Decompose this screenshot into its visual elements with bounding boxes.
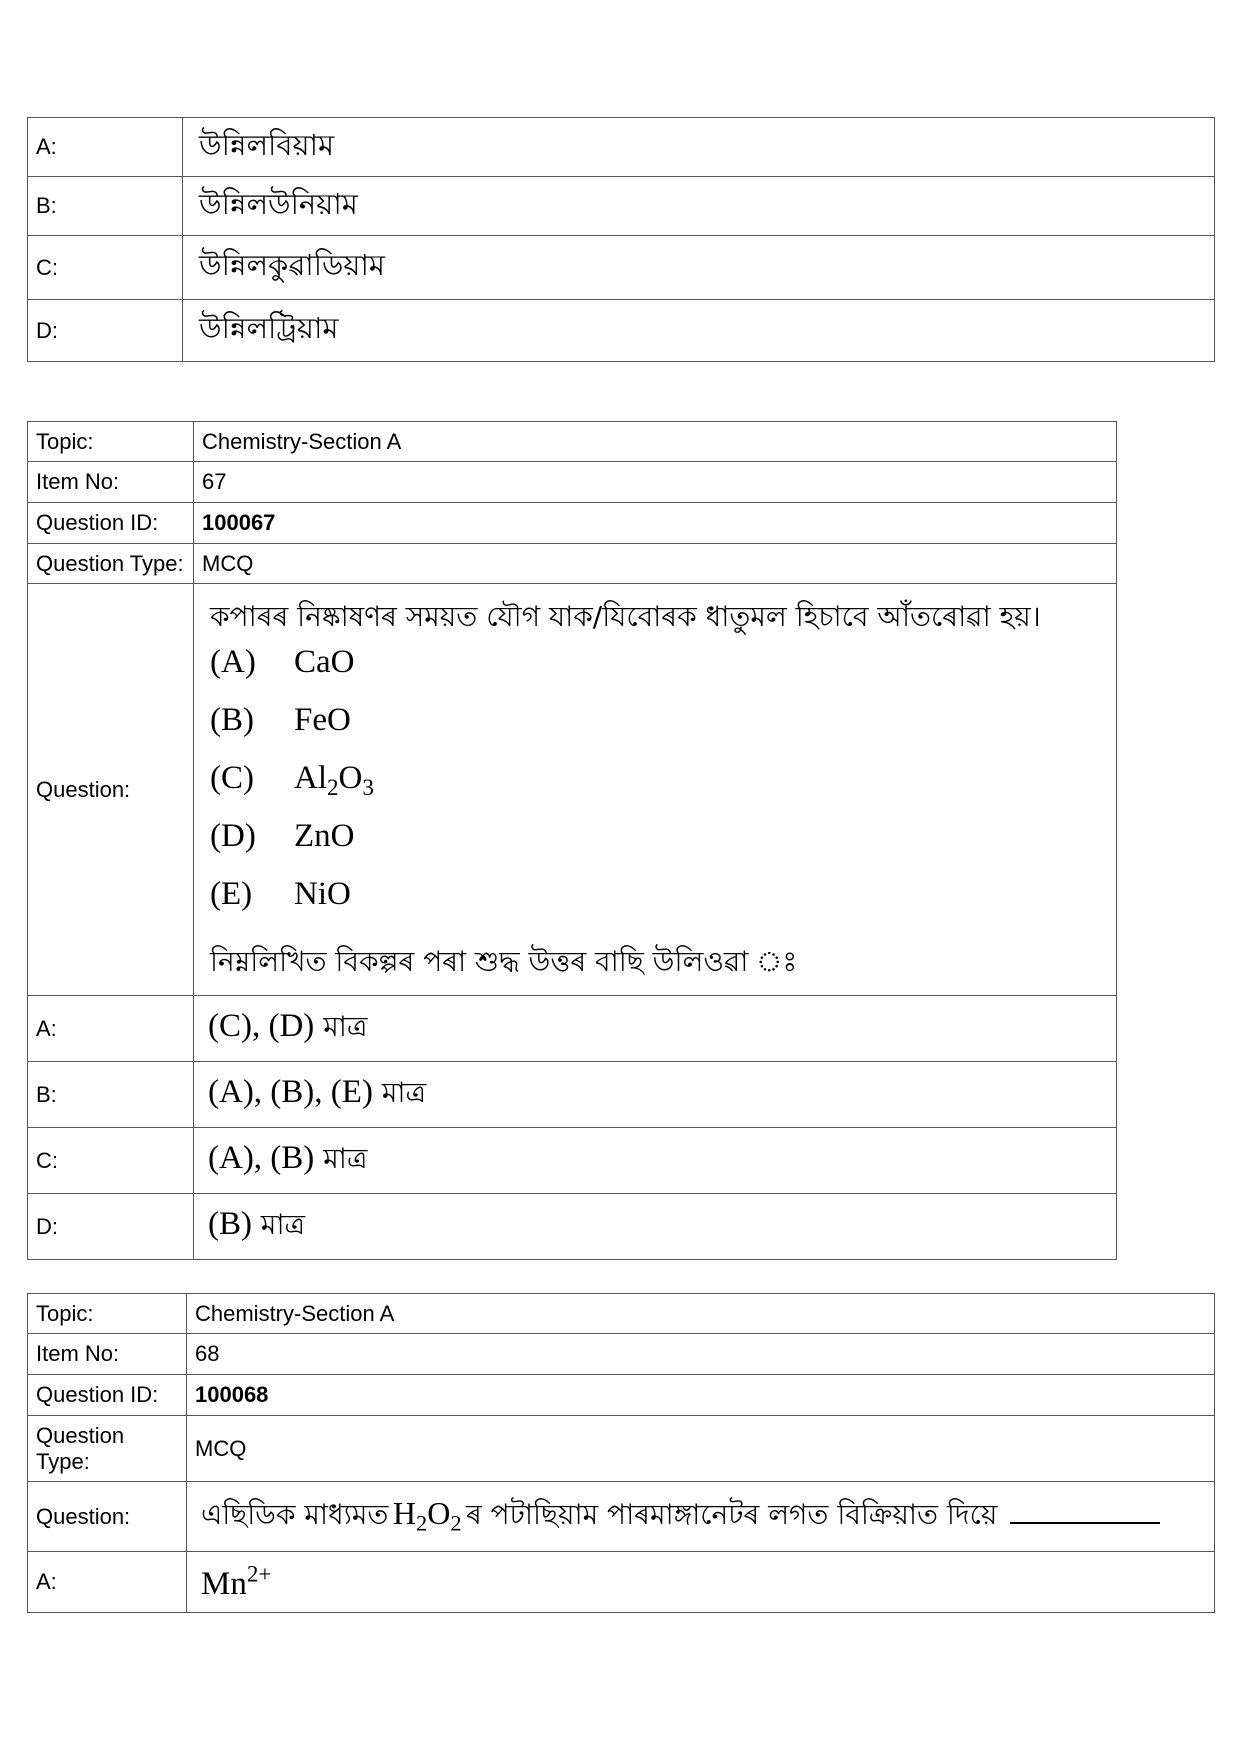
answer-label: D:: [28, 1194, 194, 1260]
question-stem-post: ৰ পটাছিয়াম পাৰমাঙ্গানেটৰ লগত বিক্ৰিয়াত দিয়ে: [465, 1498, 998, 1531]
formula-part: O: [338, 759, 363, 796]
question-id-label: Question ID:: [28, 503, 194, 544]
question-id-row: [28, 503, 1117, 544]
list-item-c: [210, 759, 1108, 820]
topic-row: [28, 422, 1117, 462]
formula-part: O: [427, 1495, 451, 1531]
answer-blank: [1010, 1498, 1160, 1524]
answer-row-c: [28, 1128, 1117, 1194]
item-value: 68: [187, 1334, 1215, 1375]
item-row: [28, 1334, 1215, 1375]
option-row-c: [28, 236, 1215, 300]
question-id-value: 100068: [187, 1375, 1215, 1416]
list-text: CaO: [294, 643, 355, 680]
option-row-b: [28, 177, 1215, 236]
answer-formula: [201, 1560, 272, 1603]
topic-row: [28, 1294, 1215, 1334]
answer-row-b: [28, 1062, 1117, 1128]
option-label: A:: [28, 118, 183, 177]
answer-text: [187, 1552, 1215, 1613]
list-formula: [294, 759, 374, 800]
answer-keys: (C), (D): [208, 1008, 315, 1044]
topic-label: Topic:: [28, 422, 194, 462]
option-text: উন্নিলকুৱাডিয়াম: [183, 236, 1215, 300]
question-stem: কপাৰৰ নিষ্কাষণৰ সময়ত যৌগ যাক/যিবোৰক ধাতুমল হিচাবে আঁতৰোৱা হয়।: [210, 599, 1041, 633]
item-label: Item No:: [28, 462, 194, 503]
topic-label: Topic:: [28, 1294, 187, 1334]
question-row: [28, 1482, 1215, 1552]
answer-text: [194, 1128, 1117, 1194]
question-68-table: [27, 1293, 1215, 1613]
question-body: [194, 584, 1117, 996]
list-item-d: [210, 817, 1108, 878]
answer-keys: (A), (B): [208, 1140, 315, 1176]
question-stem-pre: এছিডিক মাধ্যমত: [201, 1498, 389, 1531]
question-label: Question:: [28, 1482, 187, 1552]
answer-word: মাত্ৰ: [323, 1142, 368, 1175]
answer-keys: (A), (B), (E): [208, 1074, 373, 1110]
question-type-value: MCQ: [194, 544, 1117, 584]
answer-word: মাত্ৰ: [381, 1076, 427, 1109]
list-key: (E): [210, 875, 253, 912]
answer-row-a: [28, 996, 1117, 1062]
list-item-a: [210, 643, 1108, 704]
answer-label: A:: [28, 996, 194, 1062]
formula-part: Mn: [201, 1566, 247, 1603]
question-type-value: MCQ: [187, 1416, 1215, 1482]
topic-value: Chemistry-Section A: [194, 422, 1117, 462]
question-instruction: নিম্নলিখিত বিকল্পৰ পৰা শুদ্ধ উত্তৰ বাছি উলিওৱা ঃ: [210, 944, 798, 978]
list-key: (C): [210, 759, 254, 796]
question-body: [187, 1482, 1215, 1552]
answer-word: মাত্ৰ: [323, 1010, 368, 1043]
item-label: Item No:: [28, 1334, 187, 1375]
answer-text: [194, 1194, 1117, 1260]
option-label: D:: [28, 300, 183, 362]
answer-label: B:: [28, 1062, 194, 1128]
list-text: FeO: [294, 701, 351, 738]
option-label: C:: [28, 236, 183, 300]
question-type-label: Question Type:: [28, 1416, 187, 1482]
list-key: (B): [210, 701, 254, 738]
list-item-e: [210, 875, 1108, 940]
question-formula: [392, 1495, 462, 1536]
option-row-a: [28, 118, 1215, 177]
question-type-row: [28, 1416, 1215, 1482]
option-label: B:: [28, 177, 183, 236]
formula-subscript: 2: [416, 1510, 428, 1536]
option-text: উন্নিলবিয়াম: [183, 118, 1215, 177]
answer-row-a: [28, 1552, 1215, 1613]
item-row: [28, 462, 1117, 503]
list-key: (D): [210, 817, 256, 854]
item-value: 67: [194, 462, 1117, 503]
answer-word: মাত্ৰ: [260, 1208, 306, 1241]
formula-part: Al: [294, 759, 327, 796]
option-text: উন্নিলট্ৰিয়াম: [183, 300, 1215, 362]
question-label: Question:: [28, 584, 194, 996]
option-text: উন্নিলউনিয়াম: [183, 177, 1215, 236]
answer-text: [194, 1062, 1117, 1128]
question-67-table: [27, 421, 1117, 1260]
topic-value: Chemistry-Section A: [187, 1294, 1215, 1334]
question-id-label: Question ID:: [28, 1375, 187, 1416]
question-id-value: 100067: [194, 503, 1117, 544]
formula-superscript: 2+: [246, 1560, 272, 1587]
question-id-row: [28, 1375, 1215, 1416]
answer-label: C:: [28, 1128, 194, 1194]
formula-subscript: 2: [327, 773, 339, 800]
answer-label: A:: [28, 1552, 187, 1613]
list-item-b: [210, 701, 1108, 762]
formula-part: H: [392, 1495, 416, 1531]
answer-row-d: [28, 1194, 1117, 1260]
question-type-row: [28, 544, 1117, 584]
answer-text: [194, 996, 1117, 1062]
answer-keys: (B): [208, 1206, 252, 1242]
formula-subscript: 3: [362, 773, 374, 800]
question-row: [28, 584, 1117, 996]
list-text: ZnO: [294, 817, 355, 854]
list-text: NiO: [294, 875, 351, 912]
prev-options-table: [27, 117, 1215, 362]
formula-subscript: 2: [450, 1510, 462, 1536]
question-type-label: Question Type:: [28, 544, 194, 584]
list-key: (A): [210, 643, 256, 680]
option-row-d: [28, 300, 1215, 362]
